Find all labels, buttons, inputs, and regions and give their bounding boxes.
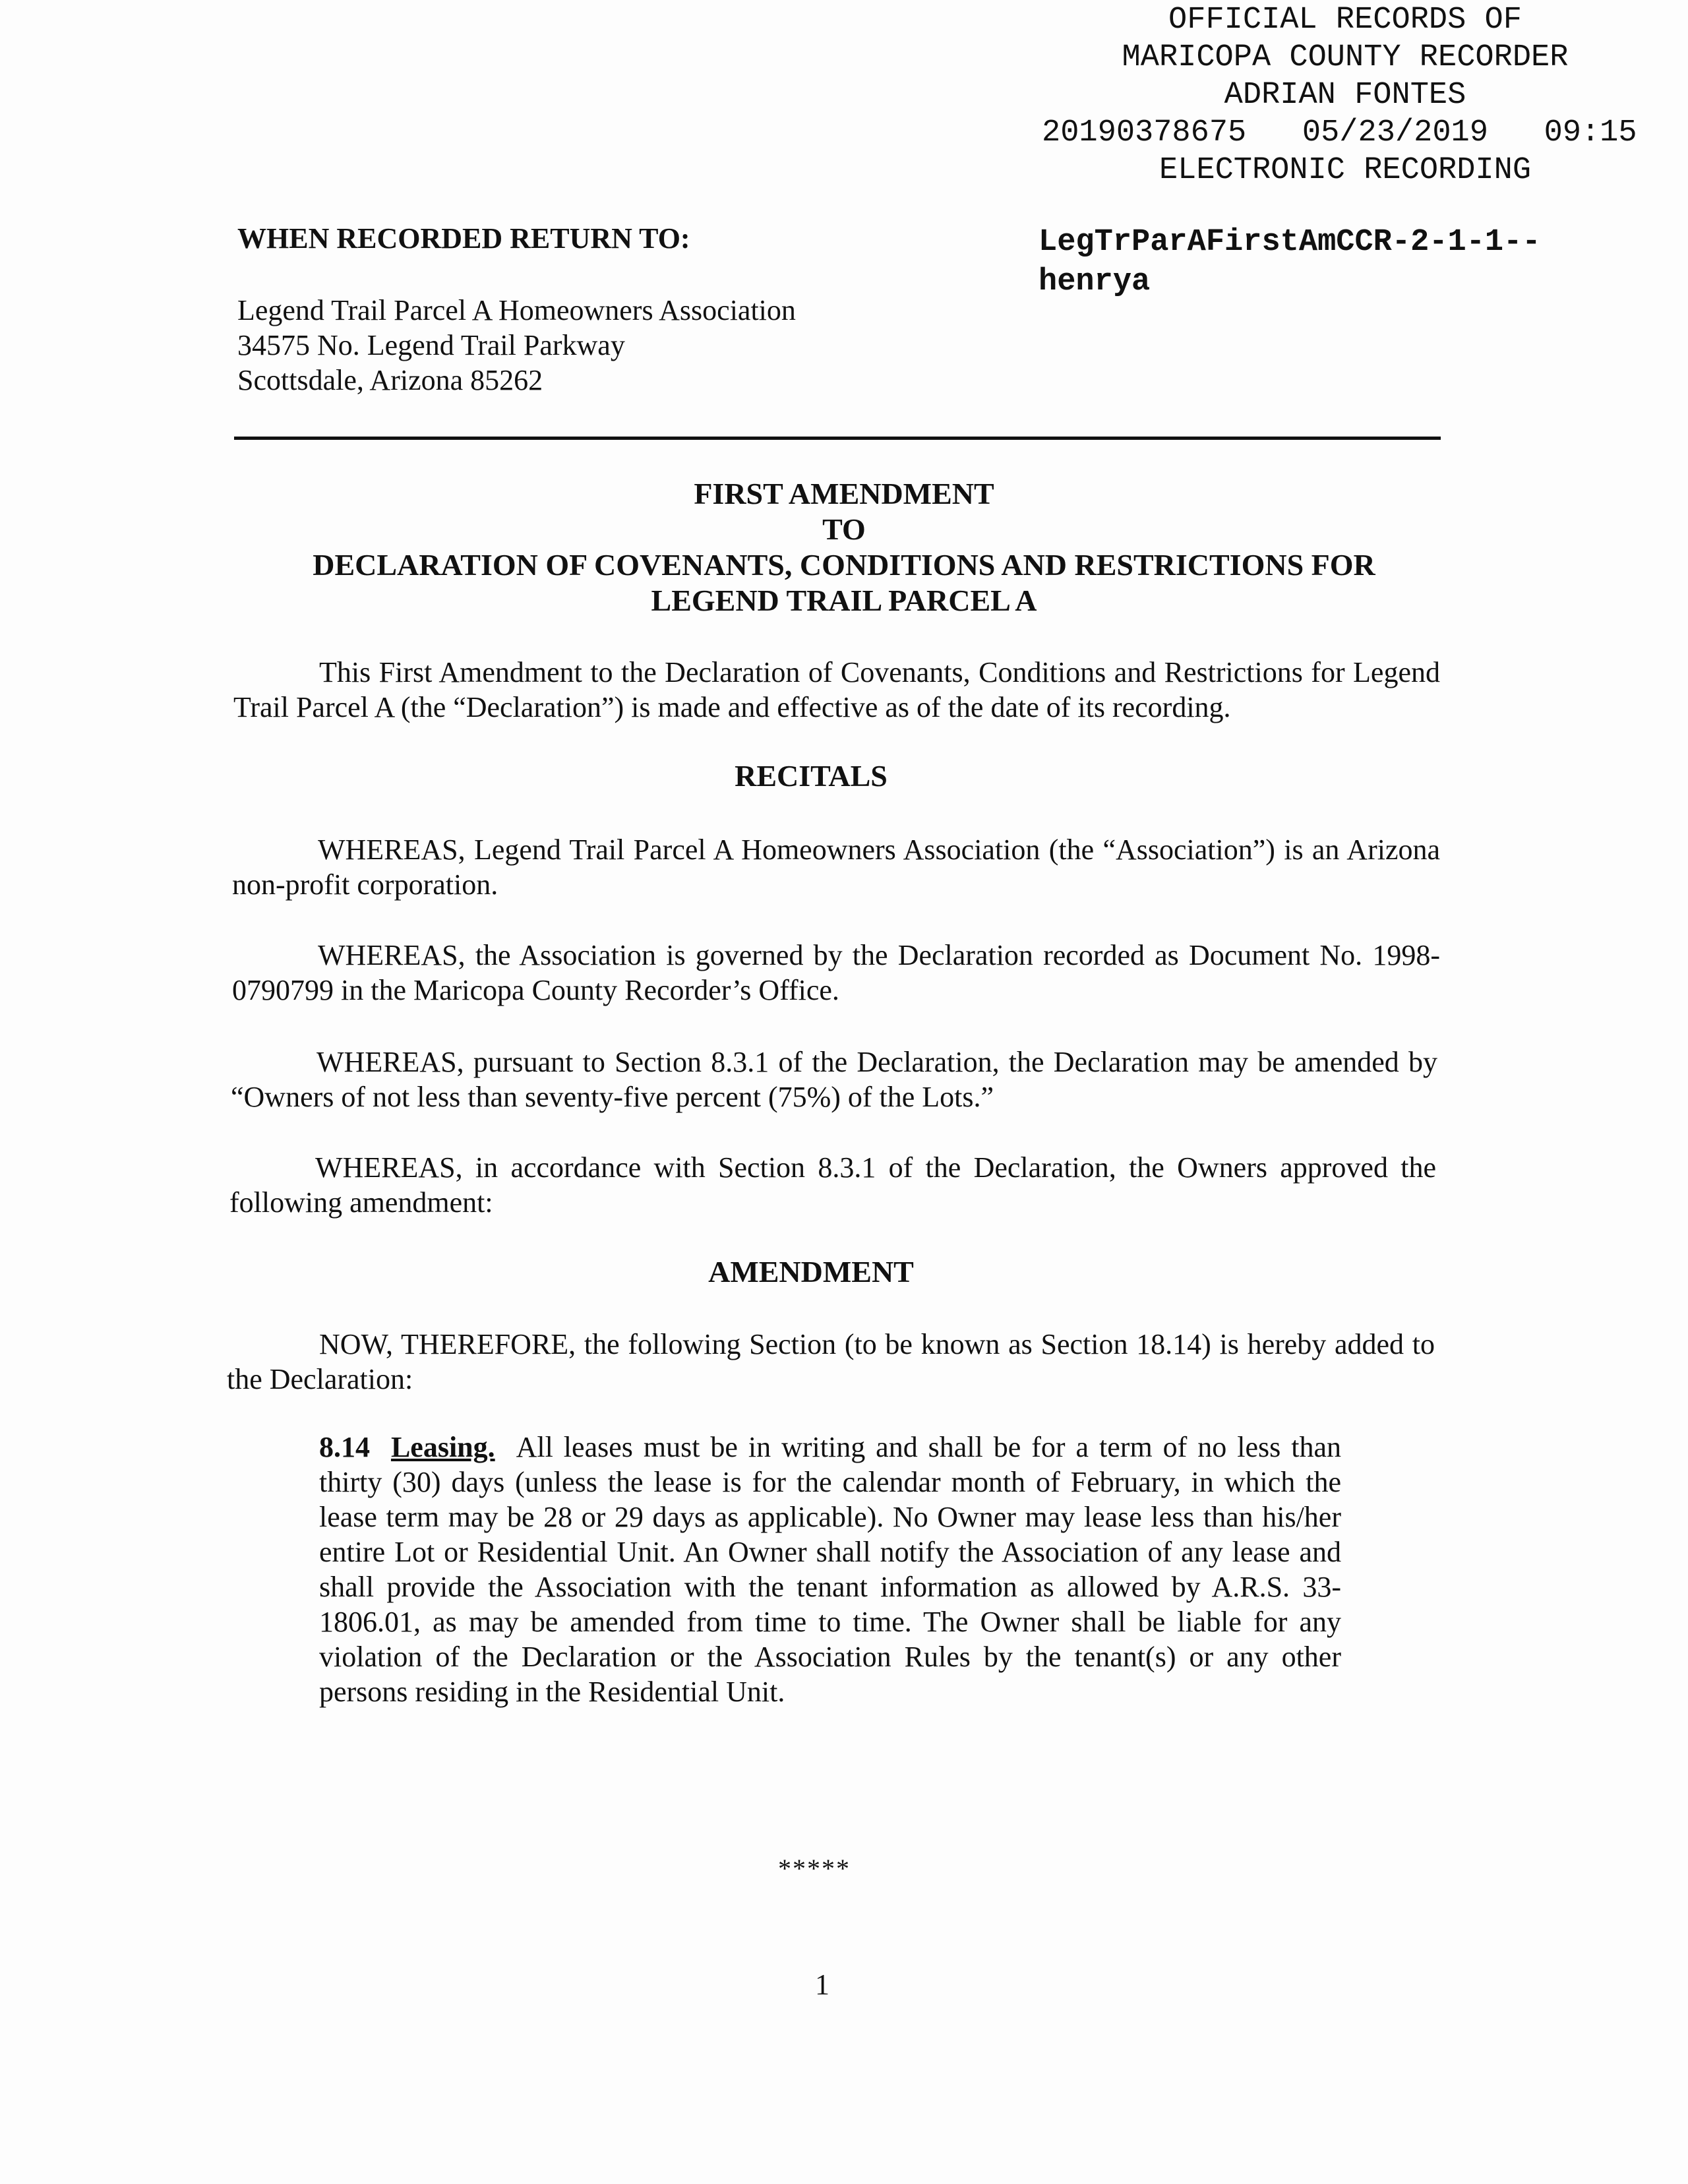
- return-to-address: [237, 293, 796, 398]
- section-leasing: [319, 1430, 1341, 1709]
- document-title-line-3: DECLARATION OF COVENANTS, CONDITIONS AND RESTRICTIONS FOR: [313, 548, 1375, 582]
- section-text: All leases must be in writing and shall be for a term of no less than thirty (30) days (unless the lease is for the calendar month of February, in which the lease term may be 28 or 29 days as applicable). No Owner may lease less than his/her entire Lot or Residential Unit. An Owner shall notify the Association of any lease and shall provide the Association with the tenant information as allowed by A.R.S. 33-1806.01, as may be amended from time to time. The Owner shall be liable for any violation of the Declaration or the Association Rules by the tenant(s) or any other persons residing in the Residential Unit.: [319, 1431, 1341, 1708]
- document-title-line-2: TO: [822, 512, 866, 546]
- recital-text: WHEREAS, Legend Trail Parcel A Homeowners Association (the “Association”) is an Arizona non-profit corporation.: [232, 834, 1440, 901]
- recital-paragraph: [231, 1045, 1437, 1114]
- recital-text: WHEREAS, in accordance with Section 8.3.1 of the Declaration, the Owners approved the following amendment:: [229, 1151, 1436, 1219]
- recording-stamp: [1029, 1, 1662, 189]
- recital-paragraph: [232, 832, 1440, 902]
- recital-paragraph: [229, 1150, 1436, 1220]
- horizontal-divider: [234, 437, 1441, 440]
- amendment-intro-paragraph: [227, 1327, 1435, 1397]
- page-number: 1: [815, 1968, 829, 2001]
- recital-paragraph: [232, 938, 1440, 1008]
- document-code-line-1: LegTrParAFirstAmCCR-2-1-1--: [1039, 225, 1541, 260]
- return-to-heading: WHEN RECORDED RETURN TO:: [237, 222, 690, 255]
- recitals-heading: RECITALS: [735, 759, 888, 793]
- return-address-line-3: Scottsdale, Arizona 85262: [237, 364, 543, 396]
- return-address-line-1: Legend Trail Parcel A Homeowners Association: [237, 294, 796, 326]
- document-code: [1039, 223, 1541, 302]
- intro-paragraph: [233, 655, 1440, 725]
- stamp-line-official-records: OFFICIAL RECORDS OF: [1168, 3, 1522, 38]
- stamp-date: 05/23/2019: [1302, 115, 1488, 150]
- document-code-line-2: henrya: [1039, 264, 1151, 299]
- stamp-time: 09:15: [1544, 115, 1637, 150]
- recital-text: WHEREAS, pursuant to Section 8.3.1 of the Declaration, the Declaration may be amended by “Owners of not less than seventy-five percent (75%) of the Lots.”: [231, 1046, 1437, 1113]
- stamp-line-recorder-name: ADRIAN FONTES: [1224, 78, 1466, 113]
- stamp-line-record-info: [1029, 114, 1662, 152]
- document-title-line-1: FIRST AMENDMENT: [694, 477, 994, 510]
- recital-text: WHEREAS, the Association is governed by the Declaration recorded as Document No. 1998-0790799 in the Maricopa County Recorder’s Office.: [232, 939, 1440, 1006]
- document-title-line-4: LEGEND TRAIL PARCEL A: [651, 584, 1037, 617]
- section-title: Leasing.: [390, 1431, 495, 1463]
- intro-text: This First Amendment to the Declaration of Covenants, Conditions and Restrictions for Legend Trail Parcel A (the “Declaration”) is made and effective as of the date of its recording.: [233, 656, 1440, 723]
- stamp-line-electronic-recording: ELECTRONIC RECORDING: [1159, 153, 1532, 188]
- stamp-doc-number: 20190378675: [1042, 115, 1247, 150]
- return-address-line-2: 34575 No. Legend Trail Parkway: [237, 329, 625, 361]
- section-number: 8.14: [319, 1431, 370, 1463]
- amendment-heading: AMENDMENT: [708, 1255, 914, 1289]
- separator-asterisks: *****: [778, 1854, 851, 1883]
- amendment-intro-text: NOW, THEREFORE, the following Section (to be known as Section 18.14) is hereby added to the Declaration:: [227, 1328, 1435, 1395]
- stamp-line-county-recorder: MARICOPA COUNTY RECORDER: [1122, 40, 1569, 75]
